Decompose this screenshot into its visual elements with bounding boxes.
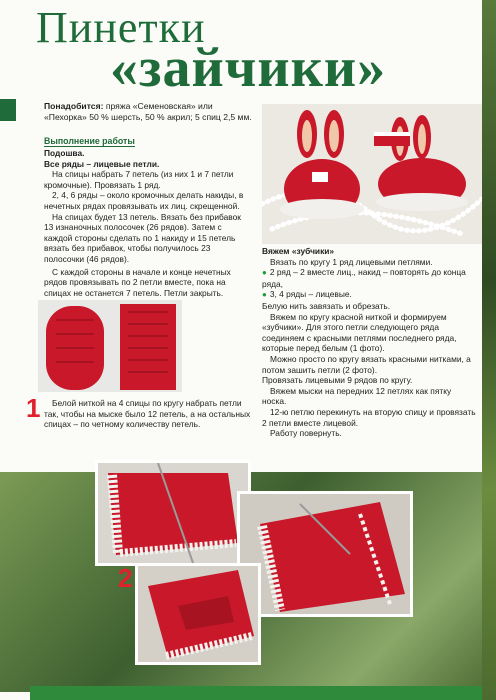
page-title-line2: «зайчики» xyxy=(110,37,387,99)
knitting-illustration-2 xyxy=(138,566,258,662)
left-paragraph: С каждой стороны в начале и конце нечетных рядов провязывать по 2 петли вместе, пока на спицах не останется 7 петель. Петли закрыть. xyxy=(44,266,231,298)
left-paragraph: На спицы набрать 7 петель (из них 1 и 7 петли кромочные). Провязать 1 ряд. xyxy=(44,169,234,190)
photo-knitting-2 xyxy=(138,566,258,662)
right-paragraph: Можно просто по кругу вязать красными нитками, а потом зашить петли (2 фото). xyxy=(262,353,471,375)
bullet-item: ● 3, 4 ряды – лицевые. xyxy=(262,289,476,301)
photo-number-1: 1 xyxy=(26,393,41,423)
soles-illustration xyxy=(38,300,182,392)
booties-illustration xyxy=(262,104,482,244)
section-heading: Выполнение работы xyxy=(44,136,135,146)
right-paragraph: Работу повернуть. xyxy=(270,428,342,439)
left-paragraph: Белой ниткой на 4 спицы по кругу набрать петли так, чтобы на мыске было 12 петель, а на остальных спицах – по четному количеству петель. xyxy=(44,398,251,430)
photo-number-2: 2 xyxy=(118,563,133,593)
photo-knitting-3 xyxy=(240,494,410,614)
right-paragraph: Вяжем мыски на передних 12 петлях как пятку носка. xyxy=(262,385,452,407)
materials-block xyxy=(44,101,254,123)
right-paragraph: Белую нить завязать и обрезать. xyxy=(262,300,391,311)
right-paragraph: Вязать по кругу 1 ряд лицевыми петлями. xyxy=(270,256,433,267)
right-paragraph: Вяжем по кругу красной ниткой и формируем «зубчики». Для этого петли следующего ряда соединяем с красными петлями последнего ряда, которые перед белым (1 фото). xyxy=(262,311,457,354)
left-paragraph: На спицах будет 13 петель. Вязать без прибавок 13 изнаночных полосочек (26 рядов). Затем с каждой стороны сделать по 1 накиду и 15 петель вязать без прибавок, чтобы получилось 23 полосочки (46 рядов). xyxy=(44,211,241,264)
zubchiki-heading: Вяжем «зубчики» xyxy=(262,246,335,256)
left-paragraph: 2, 4, 6 ряды – около кромочных делать накиды, в нечетных рядах провязывать их лиц. скрещенной. xyxy=(44,190,244,211)
photo-1-soles xyxy=(38,300,182,392)
instructions-left xyxy=(44,148,252,298)
page-title-line1: Пинетки xyxy=(36,3,206,52)
sole-title: Подошва. xyxy=(44,148,85,158)
instructions-right xyxy=(262,246,476,439)
right-paragraph: Провязать лицевыми 9 рядов по кругу. xyxy=(262,375,413,386)
bullet-item: ● 2 ряд – 2 вместе лиц., накид – повторять до конца ряда, xyxy=(262,267,476,289)
knitting-illustration-3 xyxy=(240,494,410,614)
rows-title: Все ряды – лицевые петли. xyxy=(44,158,160,169)
bottom-accent-bar xyxy=(30,686,482,700)
photo-knitting-1 xyxy=(98,463,248,563)
booties-photo xyxy=(262,104,482,244)
right-paragraph: 12-ю петлю перекинуть на вторую спицу и провязать 2 петли вместе лицевой. xyxy=(262,406,476,428)
materials-text: пряжа «Семеновская» или «Пехорка» 50 % шерсть, 50 % акрил; 5 спиц 2,5 мм. xyxy=(44,101,252,122)
materials-label: Понадобится: xyxy=(44,101,104,111)
knitting-illustration-1 xyxy=(98,463,248,563)
decor-strip xyxy=(482,0,496,700)
instructions-left-lower xyxy=(44,398,256,430)
title-accent-bar xyxy=(0,99,16,121)
